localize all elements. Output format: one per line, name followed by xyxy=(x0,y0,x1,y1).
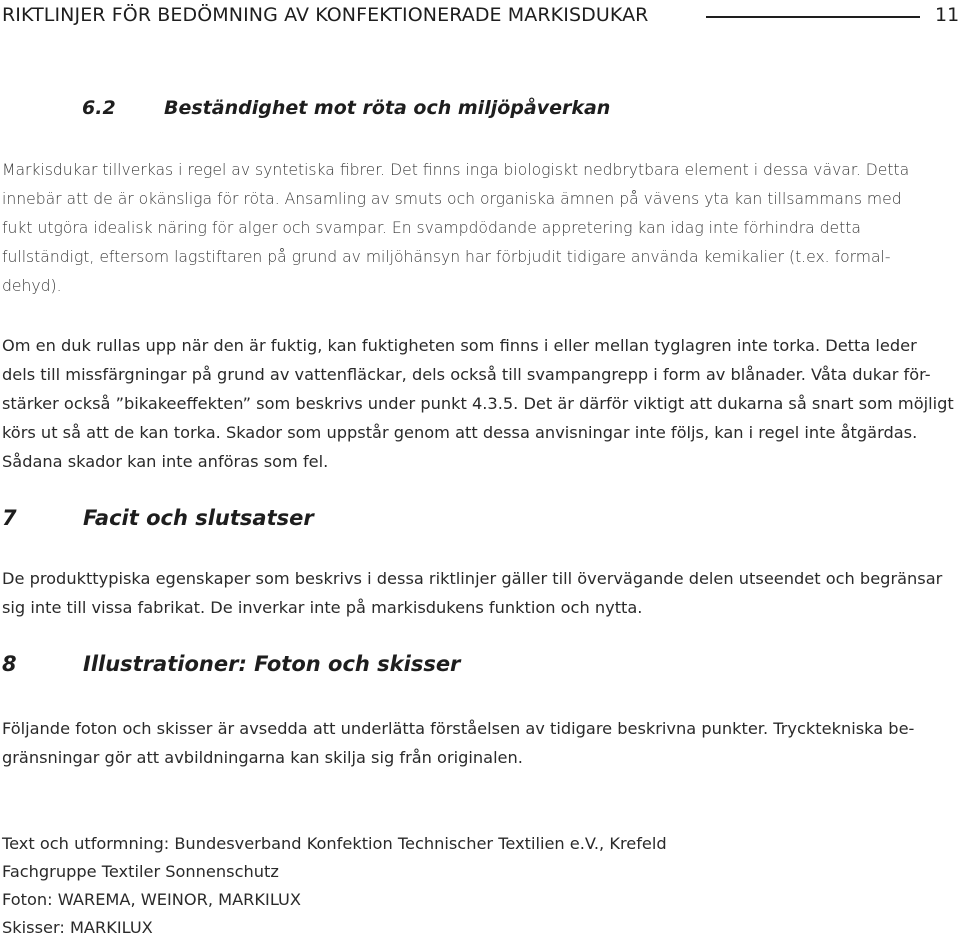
text-line: Sådana skador kan inte anföras som fel. xyxy=(2,452,329,471)
document-title: RIKTLINJER FÖR BEDÖMNING AV KONFEKTIONERADE MARKISDUKAR xyxy=(2,4,649,26)
text-line: Om en duk rullas upp när den är fuktig, kan fuktigheten som finns i eller mellan tyglagren inte torka. Detta leder xyxy=(2,336,917,355)
text-line: dehyd). xyxy=(2,277,62,295)
page-header xyxy=(0,4,960,28)
header-rule xyxy=(706,16,920,18)
text-line: innebär att de är okänsliga för röta. Ansamling av smuts och organiska ämnen på vävens yta kan tillsammans med xyxy=(2,190,902,208)
text-line: fullständigt, eftersom lagstiftaren på grund av miljöhänsyn har förbjudit tidigare använda kemikalier (t.ex. formal- xyxy=(2,248,891,266)
section-title: Beständighet mot röta och miljöpåverkan xyxy=(164,97,611,119)
text-line: De produkttypiska egenskaper som beskrivs i dessa riktlinjer gäller till övervägande delen utseendet och begränsar xyxy=(2,569,943,588)
credit-line: Text och utformning: Bundesverband Konfektion Technischer Textilien e.V., Krefeld xyxy=(2,834,667,853)
credits-block xyxy=(2,830,667,942)
section-number: 6.2 xyxy=(82,97,116,119)
section-6-2-paragraph-2 xyxy=(2,331,957,476)
section-8-paragraph xyxy=(2,714,957,772)
text-line: sig inte till vissa fabrikat. De inverkar inte på markisdukens funktion och nytta. xyxy=(2,598,643,617)
section-title: Facit och slutsatser xyxy=(83,506,314,530)
credit-line: Fachgruppe Textiler Sonnenschutz xyxy=(2,862,279,881)
text-line: stärker också ”bikakeeffekten” som beskrivs under punkt 4.3.5. Det är därför viktigt att dukarna så snart som möjligt xyxy=(2,394,954,413)
section-6-2-paragraph-1 xyxy=(2,156,957,301)
text-line: Markisdukar tillverkas i regel av syntetiska fibrer. Det finns inga biologiskt nedbrytbara element i dessa vävar. Detta xyxy=(2,161,910,179)
section-7-paragraph xyxy=(2,564,957,622)
text-line: Följande foton och skisser är avsedda att underlätta förståelsen av tidigare beskrivna punkter. Trycktekniska be- xyxy=(2,719,915,738)
page-number: 11 xyxy=(935,4,960,26)
credit-line: Foton: WAREMA, WEINOR, MARKILUX xyxy=(2,890,301,909)
section-title: Illustrationer: Foton och skisser xyxy=(83,652,461,676)
credit-line: Skisser: MARKILUX xyxy=(2,918,153,937)
section-number: 8 xyxy=(2,652,17,676)
text-line: körs ut så att de kan torka. Skador som uppstår genom att dessa anvisningar inte följs, kan i regel inte åtgärdas. xyxy=(2,423,918,442)
text-line: fukt utgöra idealisk näring för alger och svampar. En svampdödande appretering kan idag inte förhindra detta xyxy=(2,219,861,237)
text-line: gränsningar gör att avbildningarna kan skilja sig från originalen. xyxy=(2,748,523,767)
section-number: 7 xyxy=(2,506,17,530)
text-line: dels till missfärgningar på grund av vattenfläckar, dels också till svampangrepp i form av blånader. Våta dukar för- xyxy=(2,365,931,384)
